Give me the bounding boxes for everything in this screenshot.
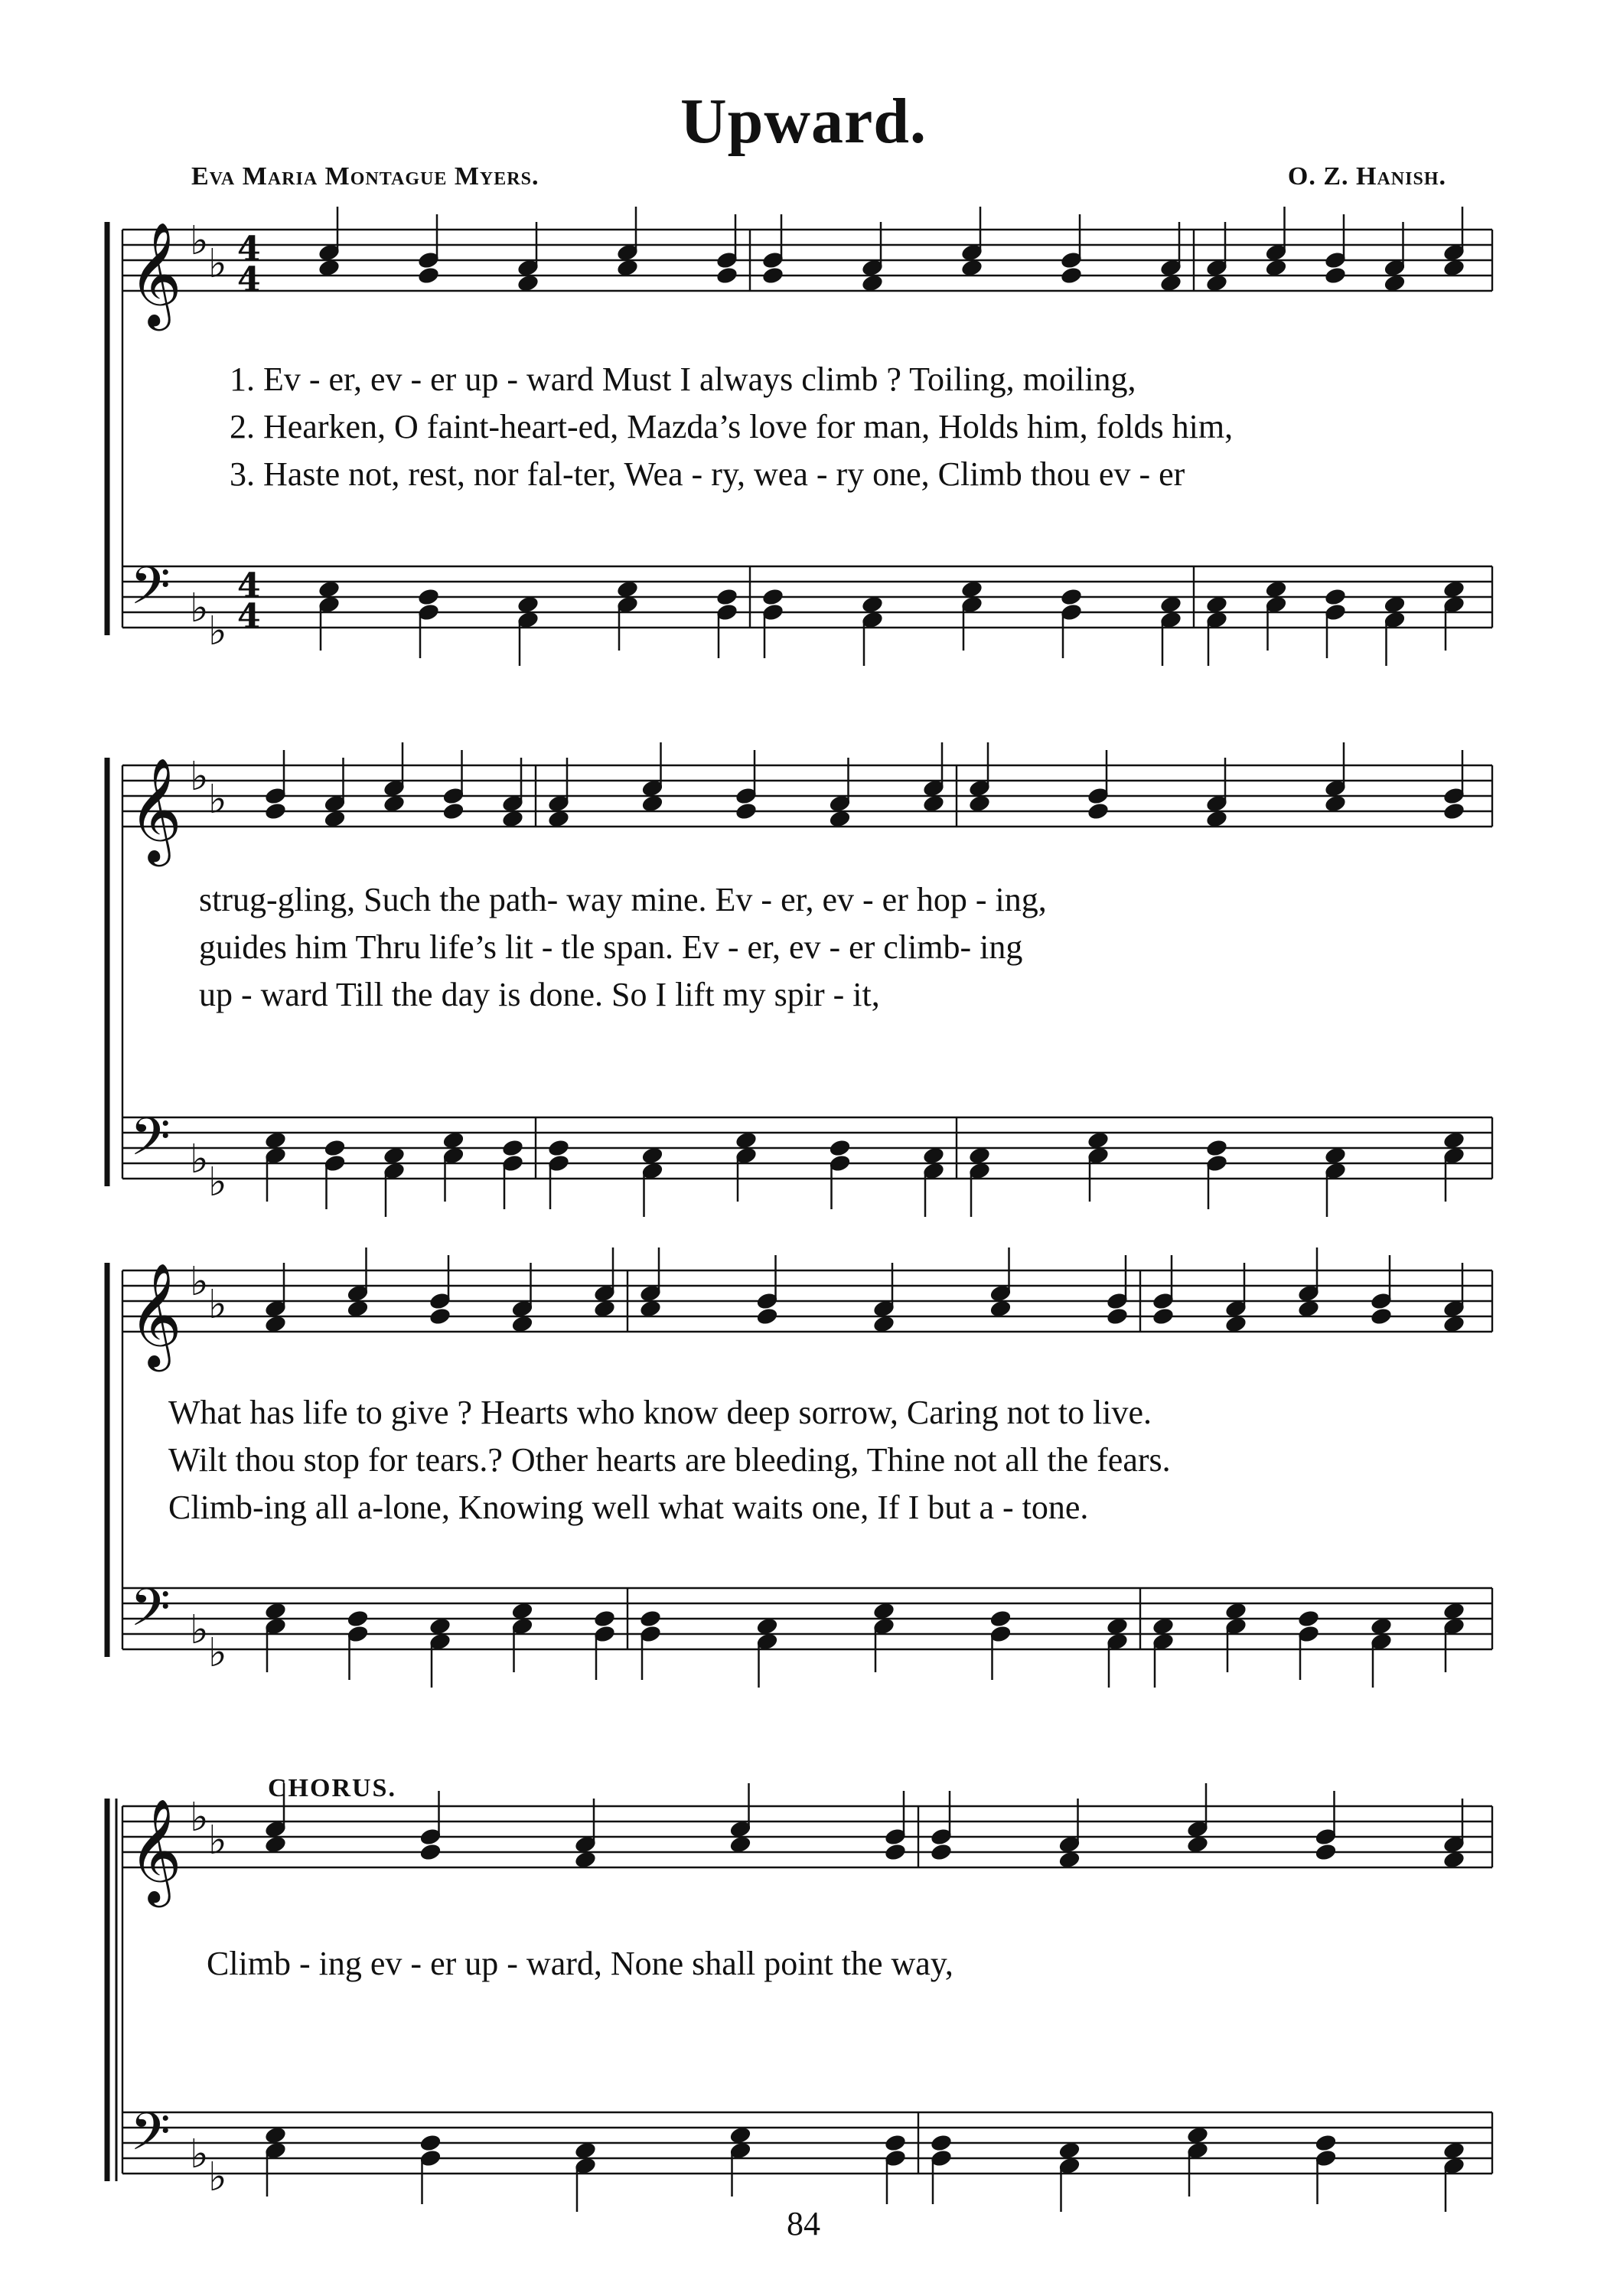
note-head: [442, 801, 465, 821]
composer-credit: O. Z. Hanish.: [1287, 162, 1446, 191]
note-head: [593, 1609, 617, 1629]
note-head: [761, 587, 785, 607]
hymn-title: Upward.: [680, 86, 927, 157]
time-signature: 4: [237, 230, 261, 269]
note-head: [639, 1609, 663, 1629]
note-head: [419, 2133, 442, 2153]
note-head: [715, 587, 739, 607]
bass-clef: 𝄢: [130, 1578, 171, 1651]
key-flat: ♭: [190, 2131, 209, 2177]
key-flat: ♭: [190, 754, 209, 800]
page-number: 84: [787, 2205, 820, 2242]
note-head: [547, 1138, 571, 1158]
key-flat: ♭: [208, 777, 227, 823]
note-head: [429, 1306, 452, 1326]
key-flat: ♭: [208, 1818, 227, 1864]
note-head: [1297, 1609, 1321, 1629]
note-head: [735, 801, 758, 821]
lyric-line: Wilt thou stop for tears.? Other hearts are bleeding, Thine not all the fears.: [168, 1441, 1171, 1479]
lyric-line: strug-gling, Such the path- way mine. Ev - er, ev - er hop - ing,: [199, 881, 1047, 918]
key-flat: ♭: [190, 218, 209, 264]
lyric-line: guides him Thru life’s lit - tle span. Ev - er, ev - er climb- ing: [199, 928, 1023, 966]
note-head: [755, 1306, 779, 1326]
note-head: [761, 266, 785, 285]
lyric-line: up - ward Till the day is done. So I lift my spir - it,: [199, 976, 880, 1013]
note-head: [346, 1609, 370, 1629]
lyric-line: 1. Ev - er, ev - er up - ward Must I always climb ? Toiling, moiling,: [230, 360, 1136, 398]
note-head: [884, 1842, 908, 1862]
key-flat: ♭: [190, 1259, 209, 1305]
note-head: [828, 1138, 852, 1158]
treble-clef: 𝄞: [129, 756, 182, 862]
note-head: [1060, 266, 1084, 285]
lyricist-credit: Eva Maria Montague Myers.: [191, 162, 539, 191]
key-flat: ♭: [208, 1630, 227, 1676]
chorus-label: CHORUS.: [268, 1774, 396, 1802]
time-signature: 4: [237, 260, 261, 299]
score-layer: [107, 207, 1492, 2212]
note-head: [1442, 801, 1466, 821]
note-head: [930, 2133, 953, 2153]
note-head: [501, 1138, 525, 1158]
note-head: [1370, 1306, 1393, 1326]
key-flat: ♭: [190, 1607, 209, 1653]
bass-clef: 𝄢: [130, 2102, 171, 2175]
key-flat: ♭: [208, 1282, 227, 1328]
note-head: [930, 1842, 953, 1862]
key-flat: ♭: [190, 1795, 209, 1841]
note-head: [323, 1138, 347, 1158]
note-head: [989, 1609, 1012, 1629]
key-flat: ♭: [190, 1137, 209, 1182]
time-signature: 4: [237, 597, 261, 636]
note-head: [1314, 1842, 1338, 1862]
bass-clef: 𝄢: [130, 1107, 171, 1180]
note-head: [1324, 266, 1348, 285]
note-head: [1060, 587, 1084, 607]
note-head: [1152, 1306, 1175, 1326]
key-flat: ♭: [208, 241, 227, 287]
note-head: [264, 801, 288, 821]
treble-clef: 𝄞: [129, 220, 182, 326]
time-signature: 4: [237, 566, 261, 605]
treble-clef: 𝄞: [129, 1261, 182, 1367]
note-head: [1087, 801, 1110, 821]
lyric-line: Climb-ing all a-lone, Knowing well what waits one, If I but a - tone.: [168, 1489, 1089, 1526]
lyric-line: 2. Hearken, O faint-heart-ed, Mazda’s love for man, Holds him, folds him,: [230, 408, 1234, 445]
note-head: [715, 266, 739, 285]
note-head: [1106, 1306, 1129, 1326]
note-head: [417, 587, 441, 607]
key-flat: ♭: [208, 608, 227, 654]
lyric-line: Climb - ing ev - er up - ward, None shall point the way,: [207, 1945, 953, 1982]
bass-clef: 𝄢: [130, 556, 171, 629]
key-flat: ♭: [208, 1159, 227, 1205]
lyric-line: What has life to give ? Hearts who know deep sorrow, Caring not to live.: [168, 1394, 1152, 1431]
note-head: [1314, 2133, 1338, 2153]
note-head: [884, 2133, 908, 2153]
note-head: [417, 266, 441, 285]
note-head: [1324, 587, 1348, 607]
key-flat: ♭: [190, 585, 209, 631]
treble-clef: 𝄞: [129, 1797, 182, 1903]
note-head: [419, 1842, 442, 1862]
note-head: [1205, 1138, 1229, 1158]
key-flat: ♭: [208, 2154, 227, 2200]
lyric-line: 3. Haste not, rest, nor fal-ter, Wea - ry, wea - ry one, Climb thou ev - er: [230, 455, 1185, 493]
